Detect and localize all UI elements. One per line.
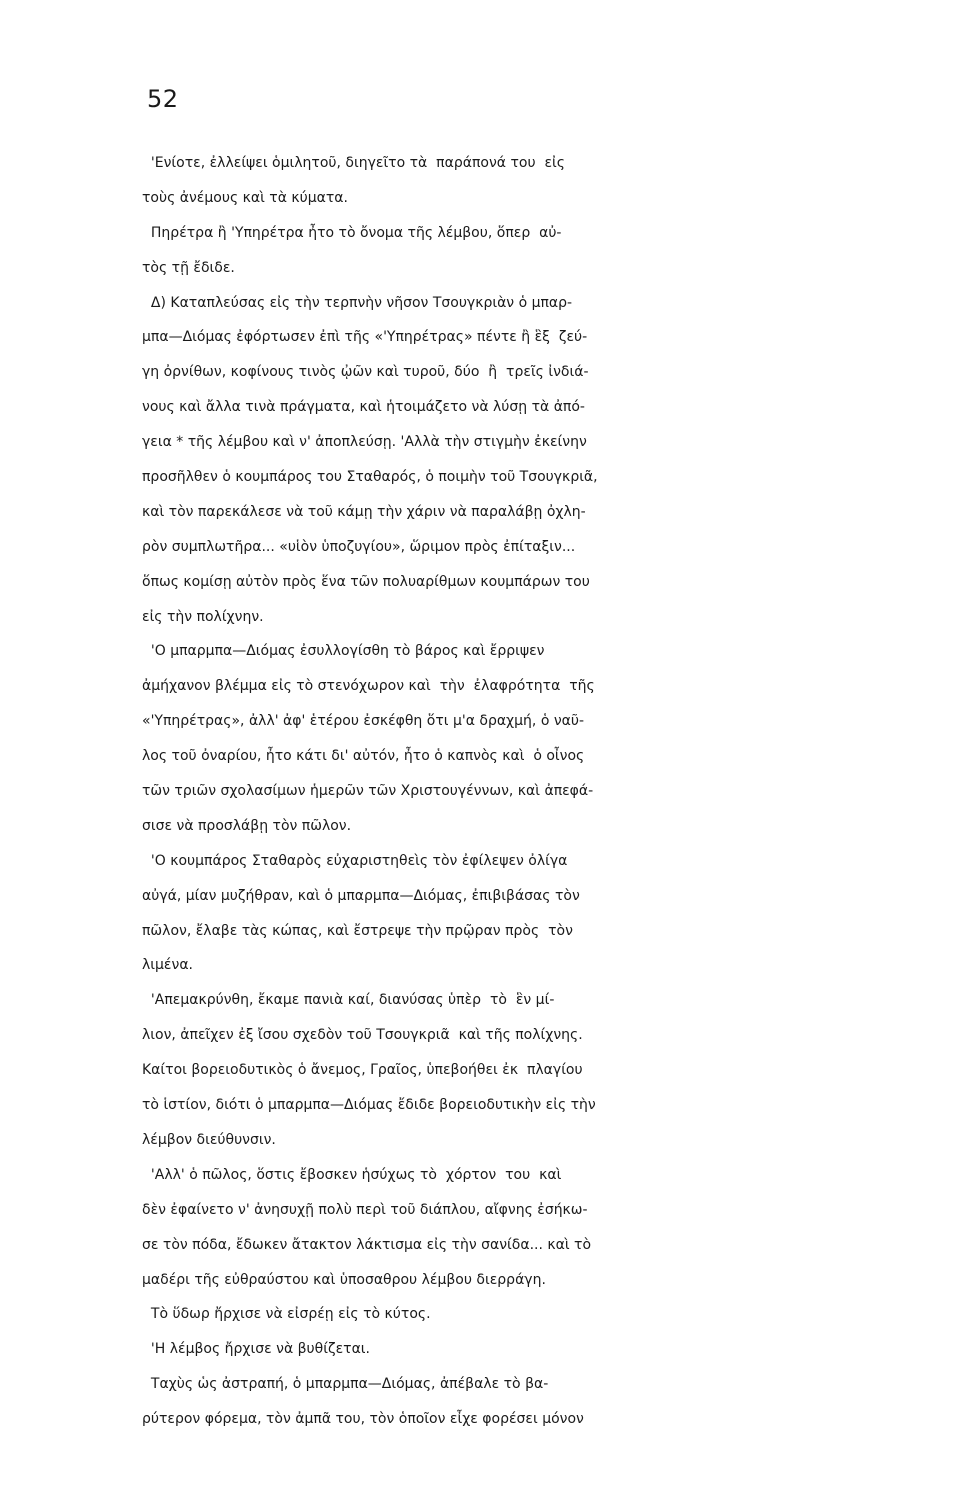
text-line: Καίτοι βορειοδυτικὸς ὁ ἄνεμος, Γραῖος, ὑπεβοήθει ἐκ πλαγίου [142, 1062, 583, 1079]
text-line: τὸ ἱστίον, διότι ὁ μπαρμπα—Διόμας ἔδιδε βορειοδυτικὴν εἰς τὴν [142, 1097, 596, 1114]
text-line: ἀμήχανον βλέμμα εἰς τὸ στενόχωρον καὶ τὴν ἐλαφρότητα τῆς [142, 678, 595, 695]
text-line: Δ) Καταπλεύσας εἰς τὴν τερπνὴν νῆσον Τσουγκριὰν ὁ μπαρ- [142, 294, 573, 311]
body-text [142, 146, 954, 1437]
text-line: νους καὶ ἄλλα τινὰ πράγματα, καὶ ἡτοιμάζετο νὰ λύσῃ τὰ ἀπό- [142, 399, 585, 416]
text-line: 'Η λέμβος ἤρχισε νὰ βυθίζεται. [142, 1341, 370, 1358]
text-line: 'Ο κουμπάρος Σταθαρὸς εὐχαριστηθεὶς τὸν ἐφίλεψεν ὀλίγα [142, 852, 568, 869]
text-line: λιμένα. [142, 957, 193, 974]
text-line: προσῆλθεν ὁ κουμπάρος του Σταθαρός, ὁ ποιμὴν τοῦ Τσουγκριᾶ, [142, 469, 598, 486]
text-line: λος τοῦ ὀναρίου, ἦτο κάτι δι' αὐτόν, ἦτο ὁ καπνὸς καὶ ὁ οἶνος [142, 748, 585, 765]
text-line: τοὺς ἀνέμους καὶ τὰ κύματα. [142, 189, 348, 206]
text-line: γη ὀρνίθων, κοφίνους τινὸς ᾠῶν καὶ τυροῦ, δύο ἢ τρεῖς ἰνδιά- [142, 364, 589, 381]
text-line: 'Ο μπαρμπα—Διόμας ἐσυλλογίσθη τὸ βάρος καὶ ἔρριψεν [142, 643, 545, 660]
text-line: αὐγά, μίαν μυζήθραν, καὶ ὁ μπαρμπα—Διόμας, ἐπιβιβάσας τὸν [142, 887, 580, 904]
text-line: ρύτερον φόρεμα, τὸν ἀμπᾶ του, τὸν ὁποῖον εἶχε φορέσει μόνον [142, 1411, 584, 1428]
text-line: καὶ τὸν παρεκάλεσε νὰ τοῦ κάμῃ τὴν χάριν νὰ παραλάβῃ ὀχλη- [142, 503, 586, 520]
text-line: ὅπως κομίσῃ αὐτὸν πρὸς ἕνα τῶν πολυαρίθμων κουμπάρων του [142, 573, 590, 590]
text-line: μαδέρι τῆς εὐθραύστου καὶ ὑποσαθρου λέμβου διερράγη. [142, 1271, 546, 1288]
text-line: δὲν ἐφαίνετο ν' ἀνησυχῇ πολὺ περὶ τοῦ διάπλου, αἴφνης ἐσήκω- [142, 1201, 588, 1218]
text-line: μπα—Διόμας ἐφόρτωσεν ἐπὶ τῆς «'Υπηρέτρας» πέντε ἢ ἓξ ζεύ- [142, 329, 588, 346]
page-number: 52 [147, 85, 179, 113]
text-line: τὸς τῇ ἔδιδε. [142, 259, 235, 276]
text-line: γεια * τῆς λέμβου καὶ ν' ἀποπλεύσῃ. 'Αλλὰ τὴν στιγμὴν ἐκείνην [142, 434, 587, 451]
text-line: 'Ενίοτε, ἐλλείψει ὁμιλητοῦ, διηγεῖτο τὰ παράπονά του εἰς [142, 155, 565, 171]
text-line: «'Υπηρέτρας», ἀλλ' ἀφ' ἑτέρου ἐσκέφθη ὅτι μ'α δραχμή, ὁ ναῦ- [142, 713, 585, 730]
text-line: Τὸ ὕδωρ ἤρχισε νὰ εἰσρέῃ εἰς τὸ κύτος. [142, 1306, 431, 1323]
text-line: λιον, ἀπεῖχεν ἐξ ἴσου σχεδὸν τοῦ Τσουγκριᾶ καὶ τῆς πολίχνης. [142, 1027, 583, 1044]
text-line: λέμβον διεύθυνσιν. [142, 1131, 276, 1148]
text-line: εἰς τὴν πολίχνην. [142, 608, 264, 625]
text-line: σισε νὰ προσλάβῃ τὸν πῶλον. [142, 817, 352, 834]
text-line: τῶν τριῶν σχολασίμων ἡμερῶν τῶν Χριστουγέννων, καὶ ἀπεφά- [142, 783, 594, 800]
text-line: Πηρέτρα ἢ 'Υπηρέτρα ἦτο τὸ ὄνομα τῆς λέμβου, ὅπερ αὐ- [142, 224, 562, 241]
text-line: ρὸν συμπλωτῆρα... «υἱὸν ὑποζυγίου», ὥριμον πρὸς ἐπίταξιν... [142, 538, 576, 555]
text-line: πῶλον, ἔλαβε τὰς κώπας, καὶ ἔστρεψε τὴν πρῷραν πρὸς τὸν [142, 922, 573, 939]
text-line: Ταχὺς ὡς ἀστραπή, ὁ μπαρμπα—Διόμας, ἀπέβαλε τὸ βα- [142, 1376, 549, 1393]
text-line: 'Απεμακρύνθη, ἔκαμε πανιὰ καί, διανύσας ὑπὲρ τὸ ἓν μί- [142, 992, 555, 1009]
text-line: σε τὸν πόδα, ἔδωκεν ἄτακτον λάκτισμα εἰς τὴν σανίδα... καὶ τὸ [142, 1236, 592, 1253]
text-line: 'Αλλ' ὁ πῶλος, ὅστις ἔβοσκεν ἡσύχως τὸ χόρτον του καὶ [142, 1166, 562, 1183]
